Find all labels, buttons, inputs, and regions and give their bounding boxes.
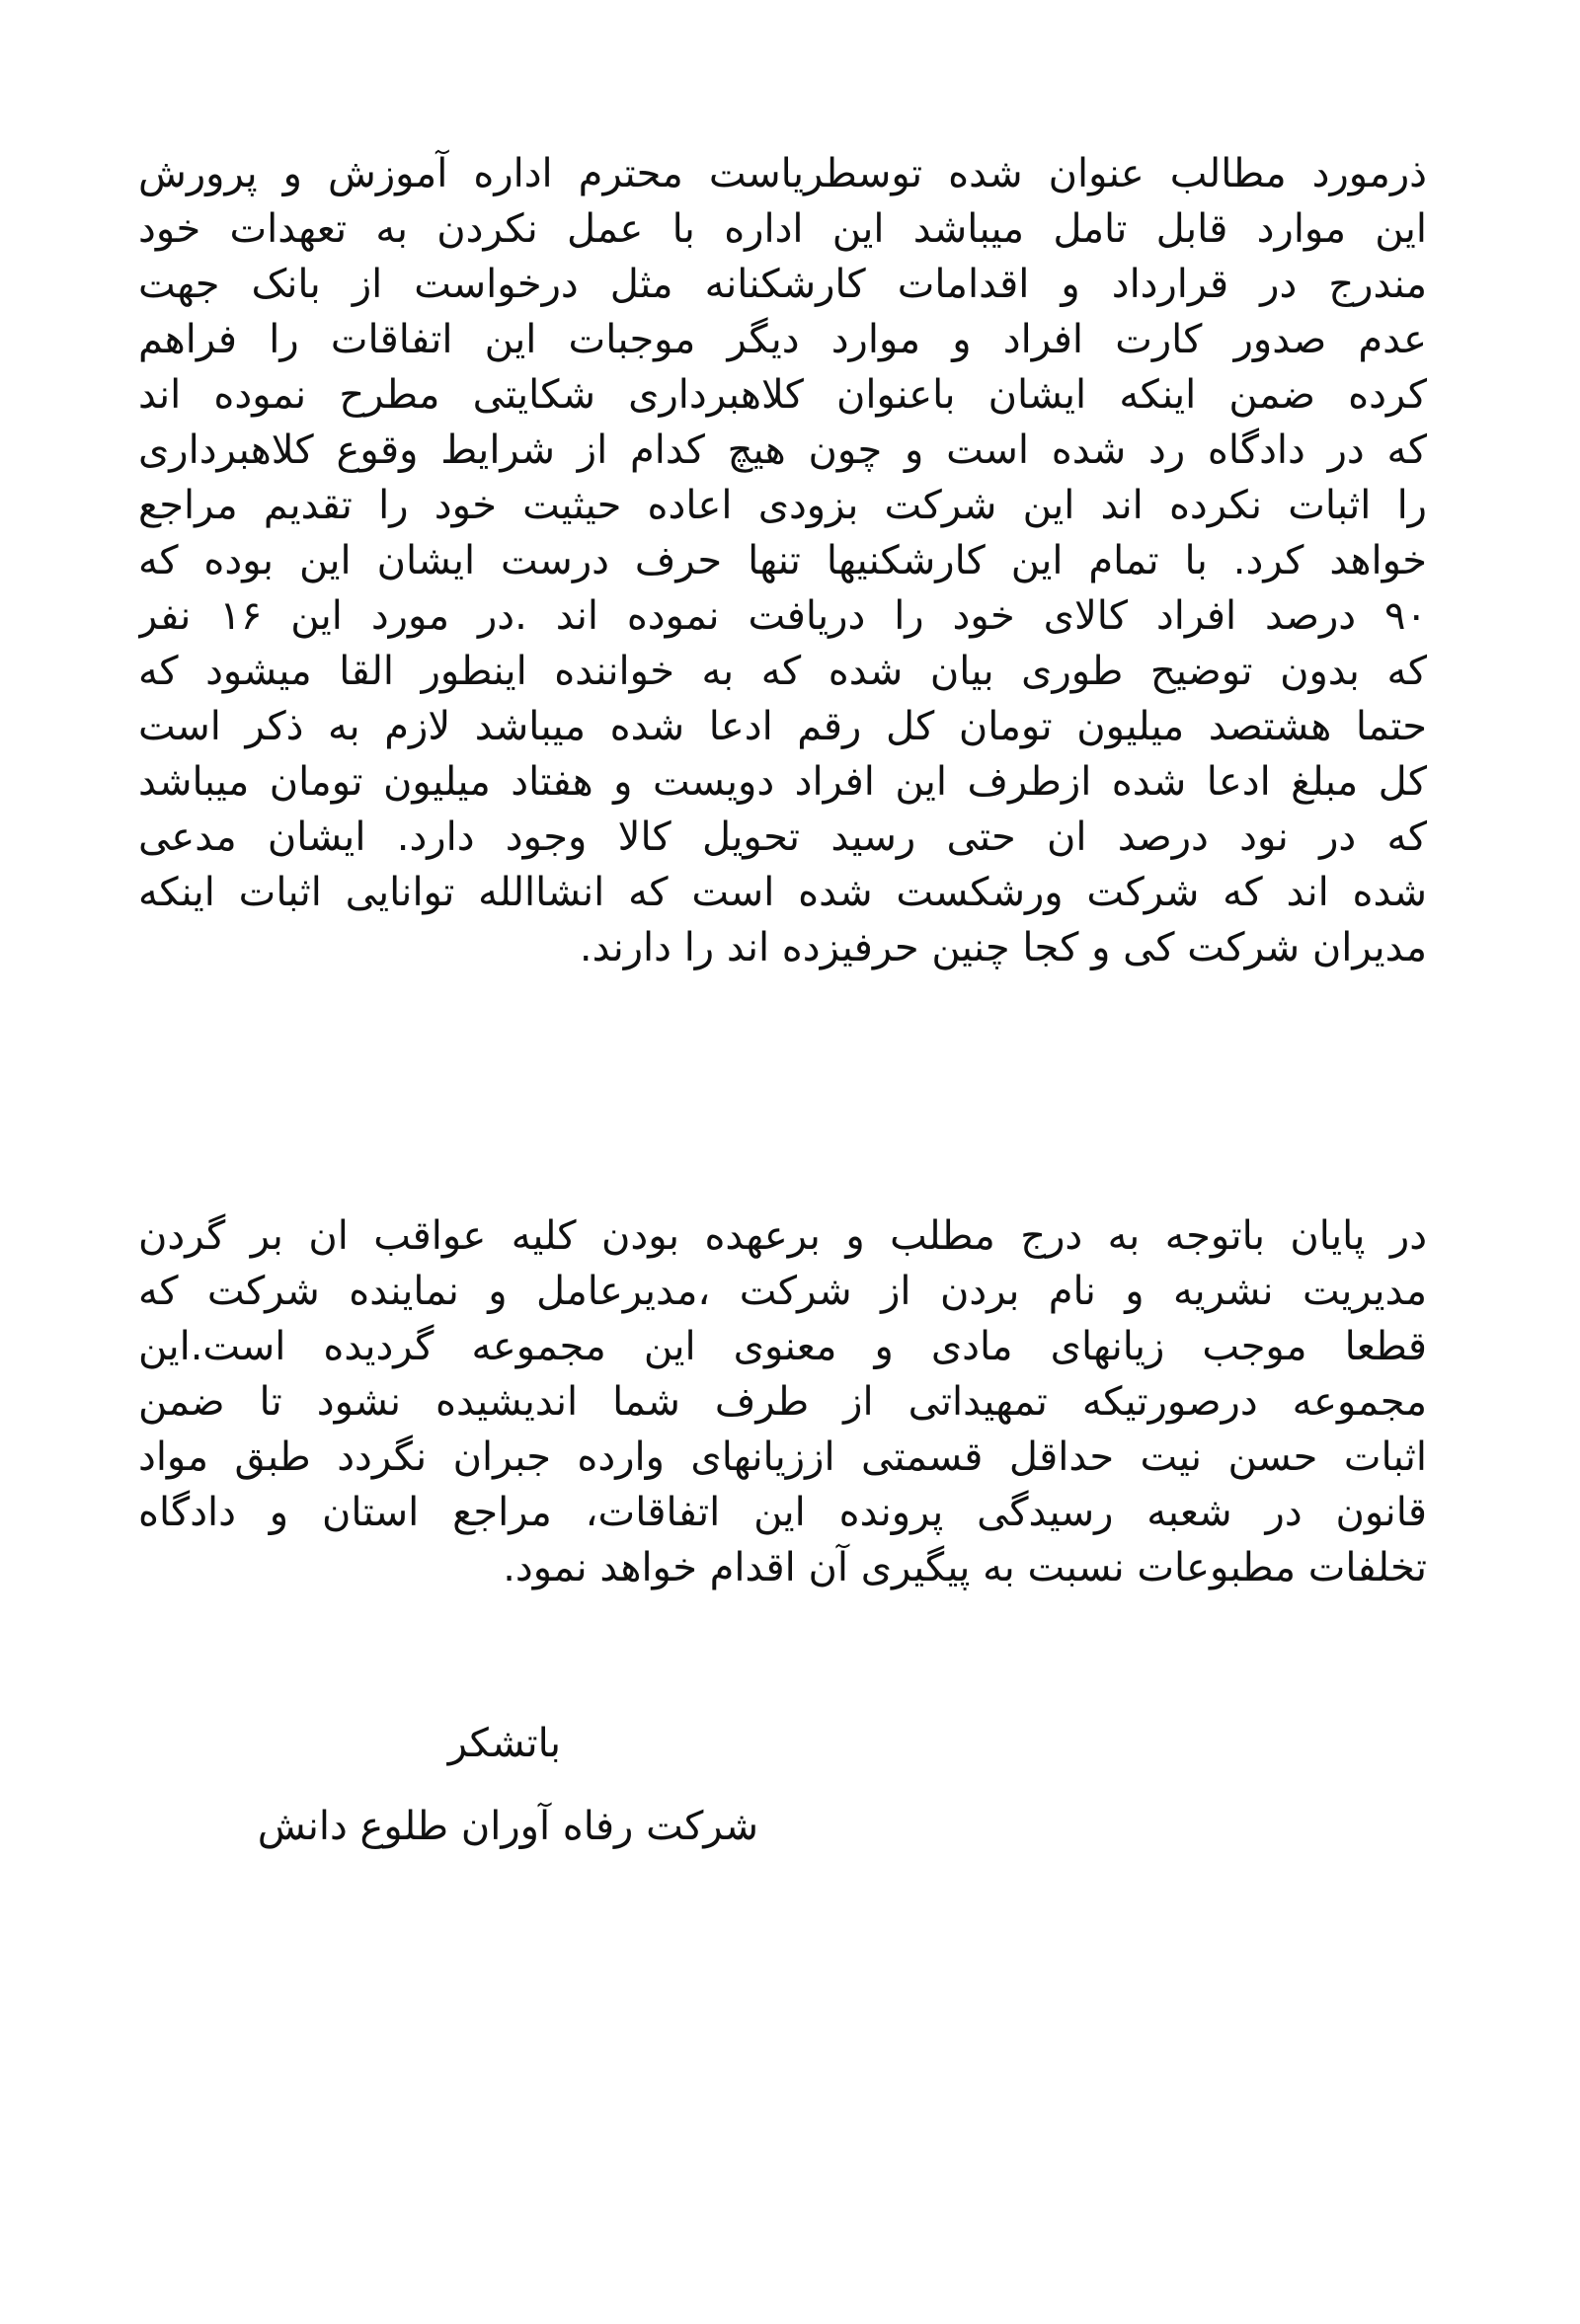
paragraph-line: کل مبلغ ادعا شده ازطرف این افراد دویست و هفتاد میلیون تومان میباشد bbox=[138, 759, 1427, 805]
paragraph-line: اثبات حسن نیت حداقل قسمتی اززیانهای وارده جبران نگردد طبق مواد bbox=[138, 1434, 1427, 1480]
paragraph-line: مندرج در قرارداد و اقدامات کارشکنانه مثل درخواست از بانک جهت bbox=[138, 262, 1427, 307]
paragraph-line: مدیریت نشریه و نام بردن از شرکت ،مدیرعامل و نماینده شرکت که bbox=[138, 1269, 1427, 1314]
signature-company: شرکت رفاه آوران طلوع دانش bbox=[257, 1804, 758, 1849]
paragraph-line: کرده ضمن اینکه ایشان باعنوان کلاهبرداری شکایتی مطرح نموده اند bbox=[138, 372, 1427, 418]
paragraph-line: شده اند که شرکت ورشکست شده است که انشاالله توانایی اثبات اینکه bbox=[138, 870, 1427, 915]
paragraph-line: در پایان باتوجه به درج مطلب و برعهده بودن کلیه عواقب ان بر گردن bbox=[138, 1213, 1427, 1259]
paragraph-line: خواهد کرد. با تمام این کارشکنیها تنها حرف درست ایشان این بوده که bbox=[138, 538, 1427, 583]
letter-paragraph-1 bbox=[138, 146, 1427, 975]
closing-thanks: باتشکر bbox=[447, 1721, 561, 1766]
paragraph-line: تخلفات مطبوعات نسبت به پیگیری آن اقدام خواهد نمود. bbox=[503, 1545, 1427, 1590]
paragraph-line: ذرمورد مطالب عنوان شده توسطریاست محترم اداره آموزش و پرورش bbox=[138, 151, 1427, 196]
paragraph-line: حتما هشتصد میلیون تومان کل رقم ادعا شده میباشد لازم به ذکر است bbox=[138, 704, 1427, 749]
paragraph-line: ۹۰ درصد افراد کالای خود را دریافت نموده اند .در مورد این ۱۶ نفر bbox=[138, 593, 1427, 639]
paragraph-line: که در نود درصد ان حتی رسید تحویل کالا وجود دارد. ایشان مدعی bbox=[138, 814, 1427, 860]
paragraph-line: عدم صدور کارت افراد و موارد دیگر موجبات این اتفاقات را فراهم bbox=[138, 317, 1427, 362]
letter-paragraph-2 bbox=[138, 1208, 1427, 1595]
paragraph-line: قطعا موجب زیانهای مادی و معنوی این مجموعه گردیده است.این bbox=[138, 1324, 1427, 1369]
paragraph-line: که بدون توضیح طوری بیان شده که به خواننده اینطور القا میشود که bbox=[138, 649, 1427, 694]
paragraph-line: که در دادگاه رد شده است و چون هیچ کدام از شرایط وقوع کلاهبرداری bbox=[138, 427, 1427, 473]
paragraph-line: مدیران شرکت کی و کجا چنین حرفیزده اند را دارند. bbox=[579, 925, 1427, 970]
paragraph-line: را اثبات نکرده اند این شرکت بزودی اعاده حیثیت خود را تقدیم مراجع bbox=[138, 483, 1427, 528]
paragraph-line: این موارد قابل تامل میباشد این اداره با عمل نکردن به تعهدات خود bbox=[138, 206, 1427, 252]
paragraph-line: مجموعه درصورتیکه تمهیداتی از طرف شما اندیشیده نشود تا ضمن bbox=[138, 1379, 1427, 1425]
paragraph-line: قانون در شعبه رسیدگی پرونده این اتفاقات، مراجع استان و دادگاه bbox=[138, 1490, 1427, 1535]
